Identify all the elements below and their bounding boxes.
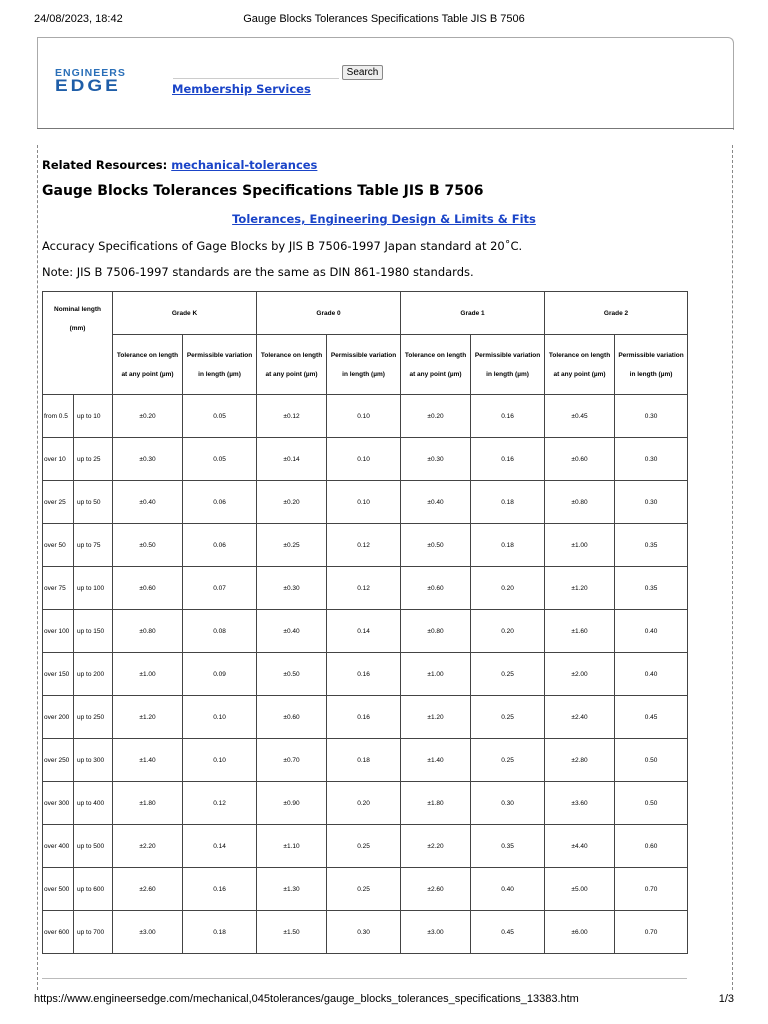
tolerance-cell: ±0.25 (257, 524, 327, 567)
variation-cell: 0.20 (471, 610, 545, 653)
variation-subheader-line-2: in length (µm) (629, 370, 673, 378)
tolerance-cell: ±1.80 (113, 782, 183, 825)
page-title: Gauge Blocks Tolerances Specifications Table JIS B 7506 (42, 183, 484, 199)
variation-cell: 0.70 (615, 911, 688, 954)
grade-header: Grade K (113, 292, 257, 335)
header-divider (37, 128, 734, 129)
variation-cell: 0.12 (327, 524, 401, 567)
variation-cell: 0.40 (615, 653, 688, 696)
variation-subheader-line-1: Permissible variation (618, 351, 684, 359)
variation-cell: 0.25 (471, 696, 545, 739)
tolerance-cell: ±0.30 (257, 567, 327, 610)
grade-header: Grade 1 (401, 292, 545, 335)
nominal-length-label: Nominal length (54, 306, 101, 313)
variation-cell: 0.16 (471, 438, 545, 481)
tolerance-cell: ±0.30 (401, 438, 471, 481)
tolerance-cell: ±0.80 (113, 610, 183, 653)
tolerance-cell: ±0.14 (257, 438, 327, 481)
tolerance-cell: ±0.80 (545, 481, 615, 524)
tolerance-cell: ±2.80 (545, 739, 615, 782)
membership-services-link[interactable]: Membership Services (172, 82, 311, 96)
print-header (0, 13, 768, 29)
variation-cell: 0.30 (471, 782, 545, 825)
table-row (43, 567, 688, 610)
page-edge-left (37, 145, 38, 990)
tolerance-cell: ±4.40 (545, 825, 615, 868)
tolerance-cell: ±0.80 (401, 610, 471, 653)
tolerance-cell: ±2.60 (113, 868, 183, 911)
table-bottom-border (42, 978, 687, 979)
range-from-cell: over 200 (43, 696, 74, 739)
related-resources (42, 158, 317, 172)
variation-subheader-line-1: Permissible variation (474, 351, 541, 359)
variation-cell: 0.20 (327, 782, 401, 825)
range-to-cell: up to 25 (74, 438, 113, 481)
tolerance-cell: ±3.00 (113, 911, 183, 954)
variation-cell: 0.05 (183, 438, 257, 481)
tolerances-link-wrap (0, 212, 768, 226)
tolerance-cell: ±0.60 (113, 567, 183, 610)
variation-cell: 0.10 (183, 739, 257, 782)
tolerance-cell: ±1.40 (113, 739, 183, 782)
tolerances-link[interactable]: Tolerances, Engineering Design & Limits & Fits (232, 212, 536, 226)
print-url: https://www.engineersedge.com/mechanical,045tolerances/gauge_blocks_tolerances_specifications_13383.htm (34, 993, 579, 1005)
print-page-number: 1/3 (718, 993, 734, 1005)
print-title: Gauge Blocks Tolerances Specifications Table JIS B 7506 (243, 13, 525, 25)
tolerance-cell: ±3.60 (545, 782, 615, 825)
tolerance-cell: ±1.80 (401, 782, 471, 825)
table-row (43, 395, 688, 438)
table-row (43, 868, 688, 911)
nominal-length-header (43, 292, 113, 395)
range-from-cell: over 50 (43, 524, 74, 567)
variation-cell: 0.35 (471, 825, 545, 868)
tolerance-cell: ±2.60 (401, 868, 471, 911)
table-row (43, 653, 688, 696)
tolerance-cell: ±1.20 (113, 696, 183, 739)
note-paragraph: Note: JIS B 7506-1997 standards are the same as DIN 861-1980 standards. (42, 265, 474, 279)
variation-cell: 0.35 (615, 524, 688, 567)
variation-cell: 0.18 (327, 739, 401, 782)
variation-cell: 0.10 (327, 438, 401, 481)
variation-cell: 0.25 (327, 868, 401, 911)
tolerance-cell: ±1.30 (257, 868, 327, 911)
range-from-cell: from 0.5 (43, 395, 74, 438)
variation-cell: 0.50 (615, 739, 688, 782)
tolerance-subheader-line-2: at any point (µm) (265, 370, 318, 378)
tolerance-cell: ±0.50 (113, 524, 183, 567)
variation-cell: 0.16 (327, 653, 401, 696)
tolerance-subheader-line-1: Tolerance on length (116, 351, 179, 359)
tolerance-cell: ±1.20 (401, 696, 471, 739)
variation-cell: 0.10 (327, 395, 401, 438)
tolerance-cell: ±2.00 (545, 653, 615, 696)
range-from-cell: over 150 (43, 653, 74, 696)
variation-cell: 0.10 (327, 481, 401, 524)
tolerance-cell: ±0.60 (257, 696, 327, 739)
table-row (43, 782, 688, 825)
tolerance-subheader (113, 335, 183, 395)
tolerance-cell: ±0.20 (401, 395, 471, 438)
range-from-cell: over 250 (43, 739, 74, 782)
tolerance-cell: ±0.40 (401, 481, 471, 524)
variation-subheader-line-2: in length (µm) (486, 370, 529, 378)
variation-cell: 0.30 (615, 438, 688, 481)
range-to-cell: up to 10 (74, 395, 113, 438)
related-resources-label: Related Resources: (42, 158, 172, 172)
tolerance-cell: ±0.30 (113, 438, 183, 481)
variation-cell: 0.10 (183, 696, 257, 739)
tolerance-cell: ±0.60 (545, 438, 615, 481)
variation-cell: 0.45 (471, 911, 545, 954)
variation-cell: 0.08 (183, 610, 257, 653)
tolerance-cell: ±0.12 (257, 395, 327, 438)
tolerance-subheader (401, 335, 471, 395)
description-paragraph: Accuracy Specifications of Gage Blocks by JIS B 7506-1997 Japan standard at 20˚C. (42, 239, 523, 253)
variation-cell: 0.09 (183, 653, 257, 696)
page-edge-right (732, 145, 733, 990)
tolerance-cell: ±5.00 (545, 868, 615, 911)
variation-cell: 0.12 (327, 567, 401, 610)
table-row (43, 696, 688, 739)
tolerance-cell: ±3.00 (401, 911, 471, 954)
variation-cell: 0.50 (615, 782, 688, 825)
variation-cell: 0.30 (327, 911, 401, 954)
variation-cell: 0.40 (615, 610, 688, 653)
table-row (43, 524, 688, 567)
tolerance-cell: ±0.20 (257, 481, 327, 524)
range-to-cell: up to 50 (74, 481, 113, 524)
variation-cell: 0.06 (183, 481, 257, 524)
range-to-cell: up to 200 (74, 653, 113, 696)
search-input[interactable] (173, 66, 339, 79)
range-to-cell: up to 75 (74, 524, 113, 567)
tolerance-cell: ±0.50 (401, 524, 471, 567)
tolerance-cell: ±0.40 (257, 610, 327, 653)
range-from-cell: over 10 (43, 438, 74, 481)
tolerance-cell: ±0.20 (113, 395, 183, 438)
tolerance-cell: ±1.00 (401, 653, 471, 696)
tolerance-cell: ±0.60 (401, 567, 471, 610)
tolerance-subheader-line-2: at any point (µm) (409, 370, 462, 378)
table-row (43, 911, 688, 954)
tolerance-subheader-line-1: Tolerance on length (404, 351, 467, 359)
variation-cell: 0.14 (327, 610, 401, 653)
variation-subheader (615, 335, 688, 395)
tolerance-cell: ±2.40 (545, 696, 615, 739)
logo-line-2: EDGE (55, 77, 121, 96)
page-frame-left (37, 37, 38, 129)
range-to-cell: up to 250 (74, 696, 113, 739)
tolerance-subheader-line-2: at any point (µm) (121, 370, 174, 378)
tolerance-table (42, 291, 688, 954)
range-from-cell: over 600 (43, 911, 74, 954)
variation-cell: 0.06 (183, 524, 257, 567)
table-row (43, 825, 688, 868)
table-row (43, 610, 688, 653)
variation-cell: 0.70 (615, 868, 688, 911)
tolerance-cell: ±6.00 (545, 911, 615, 954)
range-to-cell: up to 400 (74, 782, 113, 825)
grade-header: Grade 2 (545, 292, 688, 335)
table-row (43, 438, 688, 481)
range-to-cell: up to 100 (74, 567, 113, 610)
range-from-cell: over 100 (43, 610, 74, 653)
tolerance-cell: ±1.00 (545, 524, 615, 567)
range-to-cell: up to 600 (74, 868, 113, 911)
tolerance-cell: ±0.70 (257, 739, 327, 782)
range-from-cell: over 75 (43, 567, 74, 610)
variation-cell: 0.18 (471, 524, 545, 567)
variation-cell: 0.25 (471, 653, 545, 696)
table-row (43, 739, 688, 782)
print-footer (0, 993, 768, 1009)
variation-subheader (327, 335, 401, 395)
tolerance-cell: ±1.00 (113, 653, 183, 696)
nominal-length-unit: (mm) (69, 325, 86, 332)
variation-subheader-line-1: Permissible variation (186, 351, 253, 359)
grade-header: Grade 0 (257, 292, 401, 335)
variation-cell: 0.18 (471, 481, 545, 524)
range-to-cell: up to 150 (74, 610, 113, 653)
variation-cell: 0.12 (183, 782, 257, 825)
related-resources-link[interactable]: mechanical-tolerances (171, 158, 318, 172)
print-date: 24/08/2023, 18:42 (34, 13, 123, 25)
tolerance-cell: ±1.40 (401, 739, 471, 782)
tolerance-cell: ±1.60 (545, 610, 615, 653)
variation-cell: 0.14 (183, 825, 257, 868)
variation-cell: 0.60 (615, 825, 688, 868)
table-row (43, 481, 688, 524)
variation-cell: 0.05 (183, 395, 257, 438)
range-from-cell: over 300 (43, 782, 74, 825)
variation-cell: 0.30 (615, 481, 688, 524)
tolerance-cell: ±2.20 (113, 825, 183, 868)
tolerance-cell: ±0.40 (113, 481, 183, 524)
logo-line-1: ENGINEERS (55, 67, 126, 79)
variation-subheader-line-1: Permissible variation (330, 351, 397, 359)
range-to-cell: up to 300 (74, 739, 113, 782)
variation-subheader (183, 335, 257, 395)
tolerance-cell: ±1.50 (257, 911, 327, 954)
tolerance-subheader-line-2: at any point (µm) (553, 370, 606, 378)
tolerance-cell: ±0.45 (545, 395, 615, 438)
variation-subheader (471, 335, 545, 395)
variation-cell: 0.07 (183, 567, 257, 610)
variation-cell: 0.30 (615, 395, 688, 438)
tolerance-cell: ±2.20 (401, 825, 471, 868)
range-from-cell: over 500 (43, 868, 74, 911)
range-to-cell: up to 500 (74, 825, 113, 868)
tolerance-cell: ±0.90 (257, 782, 327, 825)
variation-subheader-line-2: in length (µm) (198, 370, 241, 378)
variation-subheader-line-2: in length (µm) (342, 370, 385, 378)
search-button[interactable]: Search (342, 65, 383, 80)
tolerance-subheader (545, 335, 615, 395)
tolerance-cell: ±1.20 (545, 567, 615, 610)
variation-cell: 0.35 (615, 567, 688, 610)
tolerance-cell: ±0.50 (257, 653, 327, 696)
range-from-cell: over 400 (43, 825, 74, 868)
variation-cell: 0.16 (327, 696, 401, 739)
tolerance-cell: ±1.10 (257, 825, 327, 868)
variation-cell: 0.45 (615, 696, 688, 739)
tolerance-subheader-line-1: Tolerance on length (548, 351, 611, 359)
variation-cell: 0.16 (183, 868, 257, 911)
variation-cell: 0.20 (471, 567, 545, 610)
variation-cell: 0.25 (327, 825, 401, 868)
tolerance-subheader (257, 335, 327, 395)
variation-cell: 0.25 (471, 739, 545, 782)
variation-cell: 0.18 (183, 911, 257, 954)
engineers-edge-logo[interactable] (55, 68, 155, 98)
tolerance-subheader-line-1: Tolerance on length (260, 351, 323, 359)
range-from-cell: over 25 (43, 481, 74, 524)
variation-cell: 0.16 (471, 395, 545, 438)
range-to-cell: up to 700 (74, 911, 113, 954)
variation-cell: 0.40 (471, 868, 545, 911)
